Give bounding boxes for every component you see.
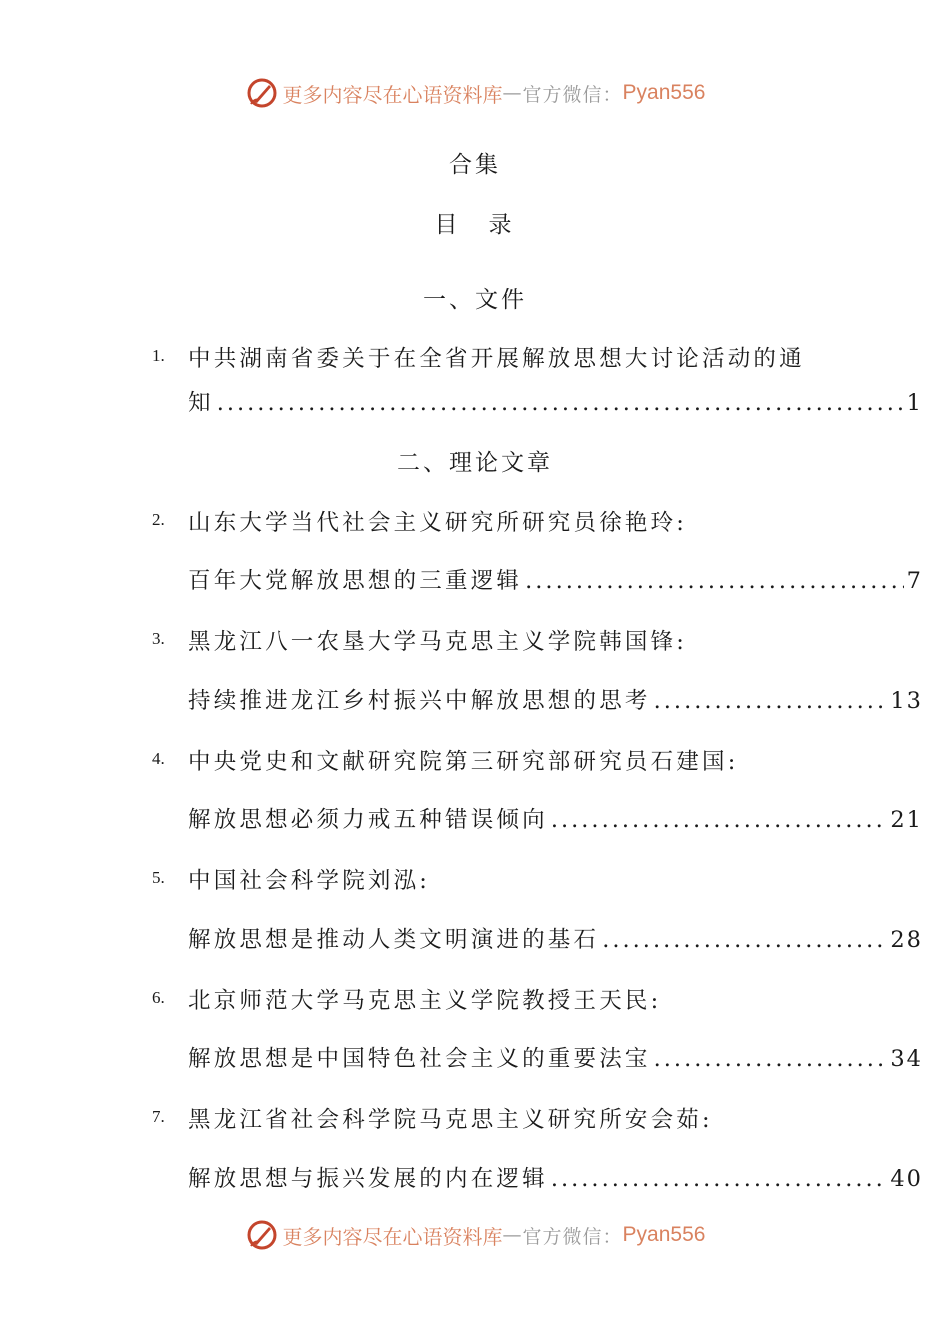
toc-entry-title: 解放思想必须力戒五种错误倾向 xyxy=(188,807,548,833)
toc-item-number: 7. xyxy=(152,1107,165,1126)
toc-entry-title: 持续推进龙江乡村振兴中解放思想的思考 xyxy=(188,688,651,714)
toc-page-number: 13 xyxy=(890,688,923,714)
toc-item-number: 6. xyxy=(152,988,165,1007)
watermark-banner-bottom xyxy=(0,1215,950,1255)
toc-item-number: 5. xyxy=(152,868,165,887)
quill-pen-logo-icon xyxy=(245,1218,279,1252)
toc-leader-dots xyxy=(551,1166,888,1192)
toc-page-number: 7 xyxy=(906,568,923,594)
toc-entry-title: 解放思想是推动人类文明演进的基石 xyxy=(188,927,600,953)
toc-entry-title: 解放思想与振兴发展的内在逻辑 xyxy=(188,1166,548,1192)
toc-entry[interactable] xyxy=(188,1041,923,1073)
toc-entry[interactable] xyxy=(188,683,923,715)
watermark-site-text: 更多内容尽在心语资料库 xyxy=(282,82,503,107)
toc-item-number: 4. xyxy=(152,749,165,768)
toc-entry[interactable] xyxy=(188,563,923,595)
toc-entry[interactable] xyxy=(188,802,923,834)
toc-entry[interactable] xyxy=(188,1161,923,1193)
watermark-wechat-label: 官方微信： xyxy=(522,83,623,106)
watermark-wechat-id: Pyan556 xyxy=(622,1223,706,1246)
toc-item-line: 黑龙江八一农垦大学马克思主义学院韩国锋: xyxy=(188,629,688,655)
toc-page-number: 21 xyxy=(890,807,923,833)
toc-item-number: 2. xyxy=(152,510,165,529)
toc-item-line: 中国社会科学院刘泓: xyxy=(188,868,431,894)
toc-page-number: 1 xyxy=(906,390,923,416)
watermark-wechat-label: 官方微信： xyxy=(522,1225,623,1248)
section-heading: 一、文件 xyxy=(423,287,527,313)
quill-pen-logo-icon xyxy=(245,76,279,110)
toc-leader-dots xyxy=(525,568,904,594)
toc-entry-title: 解放思想是中国特色社会主义的重要法宝 xyxy=(188,1046,651,1072)
watermark-site-text: 更多内容尽在心语资料库 xyxy=(282,1224,503,1249)
toc-leader-dots xyxy=(602,927,887,953)
toc-page-number: 34 xyxy=(890,1046,923,1072)
toc-leader-dots xyxy=(217,390,904,416)
toc-item-line: 黑龙江省社会科学院马克思主义研究所安会茹: xyxy=(188,1107,713,1133)
toc-item-line: 北京师范大学马克思主义学院教授王天民: xyxy=(188,988,662,1014)
toc-leader-dots xyxy=(654,688,888,714)
toc-item-line: 中共湖南省委关于在全省开展解放思想大讨论活动的通 xyxy=(188,346,805,372)
toc-entry[interactable] xyxy=(188,385,923,417)
watermark-wechat-id: Pyan556 xyxy=(622,81,706,104)
toc-entry-title: 知 xyxy=(188,390,214,416)
watermark-separator: — xyxy=(502,1224,523,1246)
watermark-separator: — xyxy=(502,82,523,104)
toc-item-line: 山东大学当代社会主义研究所研究员徐艳玲: xyxy=(188,510,688,536)
toc-leader-dots xyxy=(654,1046,888,1072)
watermark-banner-top xyxy=(0,73,950,113)
toc-entry[interactable] xyxy=(188,922,923,954)
section-heading: 二、理论文章 xyxy=(397,450,553,476)
toc-leader-dots xyxy=(551,807,888,833)
toc-title: 目 录 xyxy=(434,212,516,238)
toc-item-number: 1. xyxy=(152,346,165,365)
toc-page-number: 28 xyxy=(890,927,923,953)
collection-title: 合集 xyxy=(449,152,501,178)
toc-item-line: 中央党史和文献研究院第三研究部研究员石建国: xyxy=(188,749,739,775)
toc-entry-title: 百年大党解放思想的三重逻辑 xyxy=(188,568,523,594)
toc-page-number: 40 xyxy=(890,1166,923,1192)
toc-item-number: 3. xyxy=(152,629,165,648)
